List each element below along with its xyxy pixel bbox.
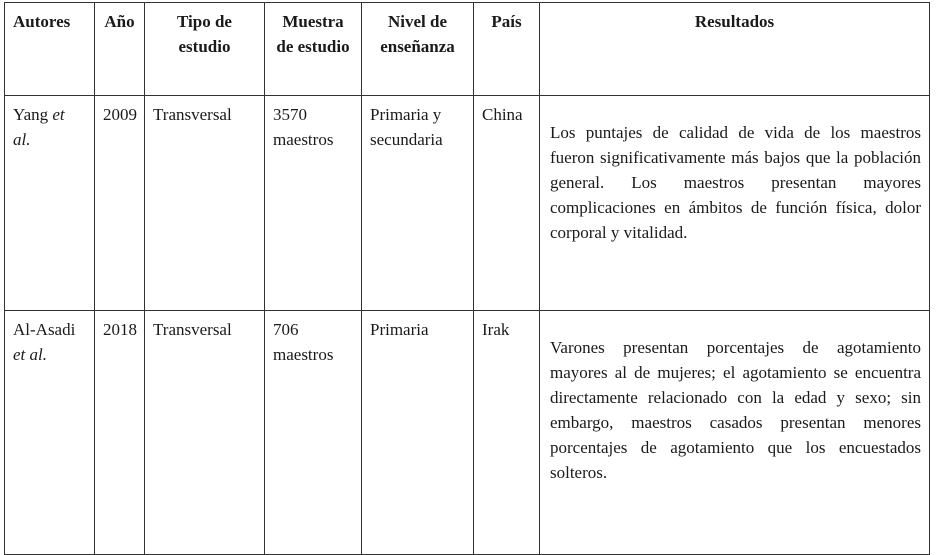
cell-tipo: Transversal — [145, 96, 265, 311]
header-autores: Autores — [5, 3, 95, 96]
header-nivel: Nivel de enseñanza — [362, 3, 474, 96]
header-pais: País — [474, 3, 540, 96]
cell-ano: 2009 — [95, 96, 145, 311]
header-resultados: Resultados — [540, 3, 930, 96]
author-name: Al-Asadi — [13, 320, 76, 339]
cell-ano: 2018 — [95, 311, 145, 555]
table-row — [5, 96, 930, 311]
cell-muestra: 3570 maestros — [265, 96, 362, 311]
table-row — [5, 311, 930, 555]
studies-table — [4, 2, 930, 555]
cell-resultados: Varones presentan porcentajes de agotamiento mayores al de mujeres; el agotamiento se encuentra directamente relacionado con la edad y sexo; sin embargo, maestros casados presentan menores porcentajes de agotamiento que los encuestados solteros. — [540, 311, 930, 555]
author-etal: et al. — [13, 345, 47, 364]
cell-autores — [5, 311, 95, 555]
cell-muestra: 706 maestros — [265, 311, 362, 555]
cell-resultados: Los puntajes de calidad de vida de los maestros fueron significativamente más bajos que la población general. Los maestros presentan mayores complicaciones en ámbitos de función física, dolor corporal y vitalidad. — [540, 96, 930, 311]
author-name: Yang — [13, 105, 49, 124]
cell-tipo: Transversal — [145, 311, 265, 555]
cell-nivel: Primaria y secundaria — [362, 96, 474, 311]
header-ano: Año — [95, 3, 145, 96]
header-tipo: Tipo de estudio — [145, 3, 265, 96]
cell-pais: China — [474, 96, 540, 311]
cell-nivel: Primaria — [362, 311, 474, 555]
cell-pais: Irak — [474, 311, 540, 555]
author-etal: et al. — [13, 105, 65, 149]
header-muestra: Muestra de estudio — [265, 3, 362, 96]
cell-autores — [5, 96, 95, 311]
table-header-row — [5, 3, 930, 96]
